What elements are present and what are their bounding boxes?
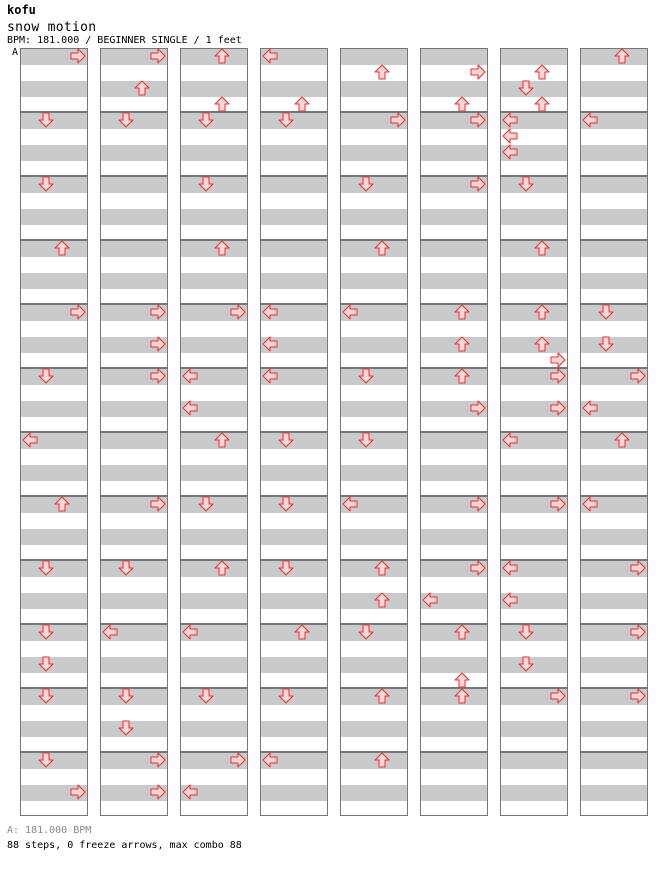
step-stats: 88 steps, 0 freeze arrows, max combo 88 xyxy=(7,840,242,851)
measure xyxy=(420,304,488,368)
down-arrow-icon xyxy=(278,688,294,704)
down-arrow-icon xyxy=(198,176,214,192)
right-arrow-icon xyxy=(470,112,486,128)
measure xyxy=(180,304,248,368)
measure xyxy=(20,560,88,624)
right-arrow-icon xyxy=(150,368,166,384)
down-arrow-icon xyxy=(278,560,294,576)
left-arrow-icon xyxy=(502,128,518,144)
down-arrow-icon xyxy=(518,624,534,640)
measure xyxy=(420,48,488,112)
measure xyxy=(580,240,648,304)
left-arrow-icon xyxy=(262,752,278,768)
measure xyxy=(260,304,328,368)
measure xyxy=(180,176,248,240)
measure xyxy=(500,112,568,176)
measure xyxy=(100,432,168,496)
right-arrow-icon xyxy=(150,304,166,320)
up-arrow-icon xyxy=(534,240,550,256)
measure xyxy=(340,368,408,432)
up-arrow-icon xyxy=(454,304,470,320)
left-arrow-icon xyxy=(182,624,198,640)
measure xyxy=(580,752,648,816)
down-arrow-icon xyxy=(38,176,54,192)
measure xyxy=(420,624,488,688)
right-arrow-icon xyxy=(390,112,406,128)
up-arrow-icon xyxy=(454,688,470,704)
right-arrow-icon xyxy=(550,368,566,384)
measure xyxy=(580,48,648,112)
measure xyxy=(340,688,408,752)
measure xyxy=(340,624,408,688)
left-arrow-icon xyxy=(342,304,358,320)
bpm-summary: A: 181.000 BPM xyxy=(7,825,92,836)
measure xyxy=(180,112,248,176)
measure xyxy=(500,560,568,624)
left-arrow-icon xyxy=(582,112,598,128)
measure xyxy=(420,176,488,240)
up-arrow-icon xyxy=(454,368,470,384)
measure xyxy=(100,176,168,240)
right-arrow-icon xyxy=(230,752,246,768)
measure xyxy=(20,432,88,496)
measure xyxy=(100,240,168,304)
up-arrow-icon xyxy=(374,560,390,576)
measure xyxy=(500,688,568,752)
right-arrow-icon xyxy=(470,496,486,512)
measure xyxy=(580,432,648,496)
measure xyxy=(580,368,648,432)
right-arrow-icon xyxy=(630,560,646,576)
measure xyxy=(580,688,648,752)
left-arrow-icon xyxy=(502,560,518,576)
down-arrow-icon xyxy=(198,496,214,512)
measure xyxy=(340,240,408,304)
up-arrow-icon xyxy=(454,672,470,688)
up-arrow-icon xyxy=(214,240,230,256)
up-arrow-icon xyxy=(214,560,230,576)
measure xyxy=(180,240,248,304)
measure xyxy=(580,560,648,624)
measure xyxy=(100,112,168,176)
measure xyxy=(340,176,408,240)
down-arrow-icon xyxy=(358,176,374,192)
measure xyxy=(260,496,328,560)
down-arrow-icon xyxy=(38,560,54,576)
down-arrow-icon xyxy=(198,112,214,128)
measure xyxy=(100,560,168,624)
up-arrow-icon xyxy=(294,624,310,640)
right-arrow-icon xyxy=(550,400,566,416)
measure xyxy=(260,176,328,240)
measure xyxy=(180,368,248,432)
left-arrow-icon xyxy=(262,336,278,352)
down-arrow-icon xyxy=(358,368,374,384)
down-arrow-icon xyxy=(198,688,214,704)
up-arrow-icon xyxy=(374,592,390,608)
up-arrow-icon xyxy=(54,240,70,256)
measure xyxy=(20,368,88,432)
measure xyxy=(580,496,648,560)
right-arrow-icon xyxy=(550,352,566,368)
right-arrow-icon xyxy=(630,368,646,384)
right-arrow-icon xyxy=(630,688,646,704)
measure xyxy=(420,240,488,304)
down-arrow-icon xyxy=(38,624,54,640)
measure xyxy=(500,176,568,240)
down-arrow-icon xyxy=(38,688,54,704)
down-arrow-icon xyxy=(358,624,374,640)
measure xyxy=(260,624,328,688)
measure xyxy=(420,752,488,816)
chart-info: BPM: 181.000 / BEGINNER SINGLE / 1 feet xyxy=(7,35,242,46)
left-arrow-icon xyxy=(262,304,278,320)
measure xyxy=(580,624,648,688)
up-arrow-icon xyxy=(454,336,470,352)
measure xyxy=(340,752,408,816)
right-arrow-icon xyxy=(470,64,486,80)
measure xyxy=(260,240,328,304)
measure xyxy=(20,176,88,240)
down-arrow-icon xyxy=(598,304,614,320)
measure xyxy=(260,48,328,112)
measure xyxy=(260,432,328,496)
measure xyxy=(580,112,648,176)
left-arrow-icon xyxy=(502,144,518,160)
measure xyxy=(180,752,248,816)
left-arrow-icon xyxy=(342,496,358,512)
measure xyxy=(420,496,488,560)
down-arrow-icon xyxy=(38,752,54,768)
down-arrow-icon xyxy=(518,80,534,96)
measure xyxy=(20,496,88,560)
measure xyxy=(180,48,248,112)
up-arrow-icon xyxy=(134,80,150,96)
artist-name: kofu xyxy=(7,3,36,17)
measure xyxy=(20,112,88,176)
song-title: snow motion xyxy=(7,20,97,35)
down-arrow-icon xyxy=(118,720,134,736)
measure xyxy=(340,432,408,496)
measure xyxy=(580,176,648,240)
measure xyxy=(20,624,88,688)
measure xyxy=(180,688,248,752)
measure xyxy=(340,496,408,560)
up-arrow-icon xyxy=(534,336,550,352)
down-arrow-icon xyxy=(278,496,294,512)
up-arrow-icon xyxy=(534,64,550,80)
right-arrow-icon xyxy=(470,560,486,576)
up-arrow-icon xyxy=(214,96,230,112)
right-arrow-icon xyxy=(70,304,86,320)
left-arrow-icon xyxy=(262,48,278,64)
right-arrow-icon xyxy=(470,176,486,192)
measure xyxy=(340,48,408,112)
right-arrow-icon xyxy=(150,784,166,800)
down-arrow-icon xyxy=(518,176,534,192)
measure xyxy=(500,48,568,112)
measure xyxy=(500,752,568,816)
measure xyxy=(260,112,328,176)
measure xyxy=(420,560,488,624)
left-arrow-icon xyxy=(182,368,198,384)
measure xyxy=(500,368,568,432)
measure xyxy=(20,752,88,816)
measure xyxy=(500,624,568,688)
up-arrow-icon xyxy=(214,48,230,64)
measure xyxy=(100,368,168,432)
left-arrow-icon xyxy=(582,496,598,512)
measure xyxy=(180,624,248,688)
down-arrow-icon xyxy=(38,368,54,384)
measure xyxy=(100,688,168,752)
left-arrow-icon xyxy=(582,400,598,416)
up-arrow-icon xyxy=(454,96,470,112)
left-arrow-icon xyxy=(102,624,118,640)
measure xyxy=(420,432,488,496)
measure xyxy=(20,240,88,304)
up-arrow-icon xyxy=(54,496,70,512)
right-arrow-icon xyxy=(150,496,166,512)
measure xyxy=(500,432,568,496)
right-arrow-icon xyxy=(470,400,486,416)
down-arrow-icon xyxy=(598,336,614,352)
left-arrow-icon xyxy=(182,784,198,800)
down-arrow-icon xyxy=(118,688,134,704)
measure xyxy=(580,304,648,368)
right-arrow-icon xyxy=(70,48,86,64)
bpm-marker-line xyxy=(22,49,88,50)
down-arrow-icon xyxy=(118,112,134,128)
measure xyxy=(180,560,248,624)
left-arrow-icon xyxy=(502,592,518,608)
measure xyxy=(180,496,248,560)
up-arrow-icon xyxy=(454,624,470,640)
measure xyxy=(260,688,328,752)
right-arrow-icon xyxy=(150,48,166,64)
measure xyxy=(340,304,408,368)
measure xyxy=(420,112,488,176)
down-arrow-icon xyxy=(118,560,134,576)
down-arrow-icon xyxy=(358,432,374,448)
up-arrow-icon xyxy=(374,752,390,768)
up-arrow-icon xyxy=(214,432,230,448)
measure xyxy=(420,368,488,432)
measure xyxy=(500,496,568,560)
up-arrow-icon xyxy=(534,304,550,320)
measure xyxy=(500,240,568,304)
right-arrow-icon xyxy=(230,304,246,320)
up-arrow-icon xyxy=(294,96,310,112)
up-arrow-icon xyxy=(374,688,390,704)
up-arrow-icon xyxy=(374,240,390,256)
measure xyxy=(340,112,408,176)
down-arrow-icon xyxy=(38,656,54,672)
down-arrow-icon xyxy=(278,112,294,128)
left-arrow-icon xyxy=(502,432,518,448)
measure xyxy=(100,624,168,688)
measure xyxy=(20,48,88,112)
measure xyxy=(180,432,248,496)
up-arrow-icon xyxy=(374,64,390,80)
right-arrow-icon xyxy=(70,784,86,800)
left-arrow-icon xyxy=(182,400,198,416)
up-arrow-icon xyxy=(534,96,550,112)
down-arrow-icon xyxy=(38,112,54,128)
measure xyxy=(20,304,88,368)
measure xyxy=(420,688,488,752)
right-arrow-icon xyxy=(630,624,646,640)
right-arrow-icon xyxy=(550,496,566,512)
up-arrow-icon xyxy=(614,432,630,448)
down-arrow-icon xyxy=(278,432,294,448)
measure xyxy=(100,48,168,112)
measure xyxy=(260,368,328,432)
measure xyxy=(100,752,168,816)
measure xyxy=(260,560,328,624)
left-arrow-icon xyxy=(262,368,278,384)
measure xyxy=(100,304,168,368)
measure xyxy=(20,688,88,752)
bpm-marker-label: A xyxy=(12,47,19,58)
measure xyxy=(340,560,408,624)
down-arrow-icon xyxy=(518,656,534,672)
up-arrow-icon xyxy=(614,48,630,64)
right-arrow-icon xyxy=(150,336,166,352)
left-arrow-icon xyxy=(422,592,438,608)
left-arrow-icon xyxy=(22,432,38,448)
measure xyxy=(500,304,568,368)
measure xyxy=(100,496,168,560)
right-arrow-icon xyxy=(550,688,566,704)
measure xyxy=(260,752,328,816)
right-arrow-icon xyxy=(150,752,166,768)
left-arrow-icon xyxy=(502,112,518,128)
